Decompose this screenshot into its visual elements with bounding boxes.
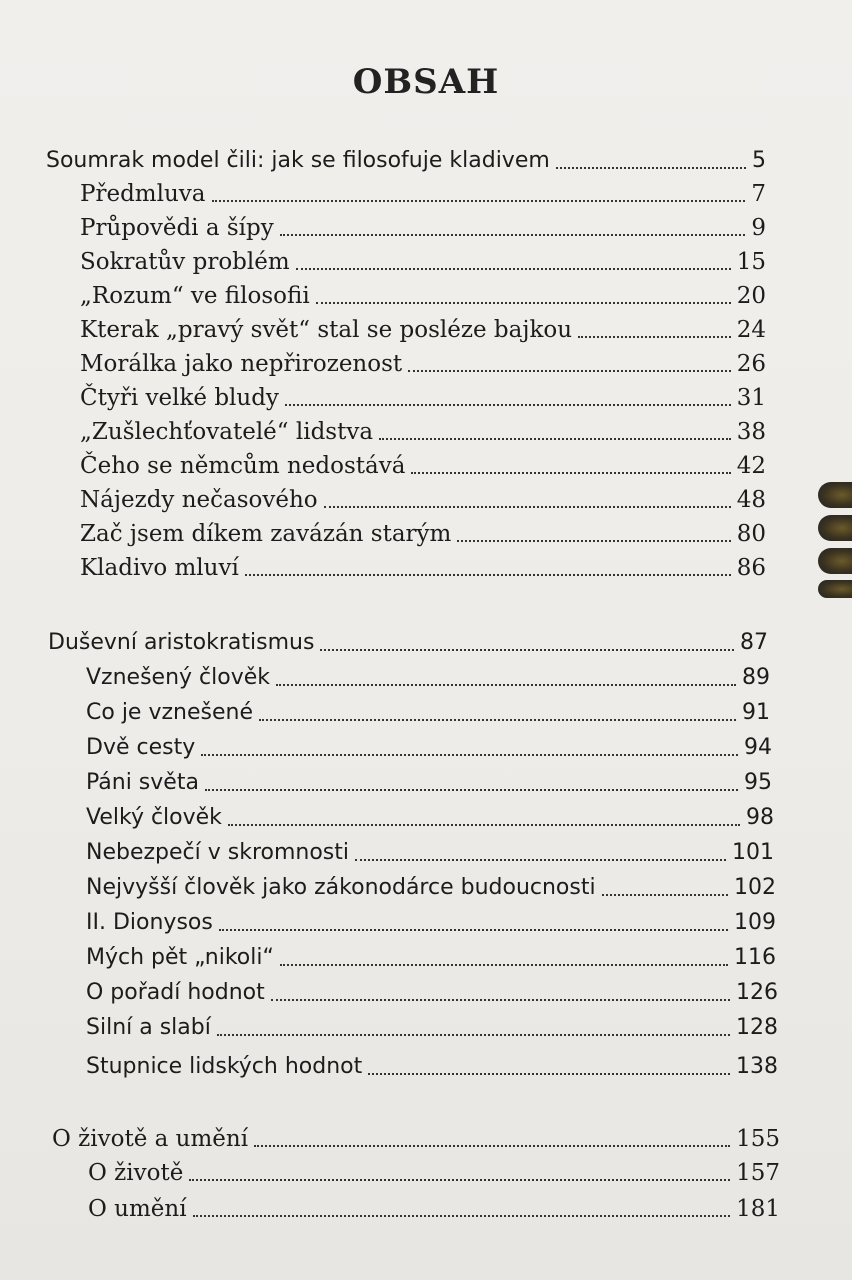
- toc-entry: [80, 275, 766, 309]
- leader-dots: [276, 684, 736, 686]
- leader-dots: [408, 370, 731, 372]
- toc-entry-title: Čtyři velké bludy: [80, 385, 279, 411]
- toc-entry-title: Mých pět „nikoli“: [86, 945, 274, 970]
- toc-page-number: 86: [736, 555, 766, 581]
- toc-entry: [80, 479, 766, 513]
- toc-entry: [80, 411, 766, 445]
- toc-page-number: 116: [734, 945, 776, 970]
- leader-dots: [368, 1073, 730, 1075]
- toc-entry-title: Vznešený člověk: [86, 665, 270, 690]
- leader-dots: [271, 999, 730, 1001]
- leader-dots: [324, 506, 731, 508]
- toc-entry-title: Kterak „pravý svět“ stal se posléze bajkou: [80, 317, 573, 343]
- toc-entry: [80, 445, 766, 479]
- toc-page-number: 15: [736, 249, 766, 275]
- toc-entry: [86, 692, 770, 726]
- toc-page-number: 5: [752, 148, 766, 173]
- leader-dots: [201, 754, 738, 756]
- toc-section: [46, 140, 766, 174]
- toc-entry-title: O životě: [88, 1160, 184, 1186]
- toc-entry-title: Velký člověk: [86, 805, 222, 830]
- leader-dots: [228, 824, 740, 826]
- toc-entry: [80, 513, 766, 547]
- leader-dots: [556, 167, 746, 169]
- leader-dots: [379, 438, 731, 440]
- toc-page-number: 128: [736, 1015, 778, 1040]
- leader-dots: [193, 1215, 731, 1217]
- toc-page-number: 31: [736, 385, 766, 411]
- toc-entry: [86, 867, 776, 901]
- leader-dots: [205, 789, 738, 791]
- toc-entry-title: Stupnice lidských hodnot: [86, 1054, 363, 1079]
- toc-entry-title: Páni světa: [86, 770, 199, 795]
- toc-entry: [86, 972, 778, 1006]
- page-title: OBSAH: [352, 62, 500, 102]
- toc-entry: [86, 1046, 778, 1080]
- leader-dots: [296, 268, 731, 270]
- binding-shadow: [818, 580, 852, 598]
- toc-entry-title: II. Dionysos: [86, 910, 213, 935]
- binding-shadow: [818, 482, 852, 508]
- toc-entry-title: Sokratův problém: [80, 249, 290, 275]
- leader-dots: [189, 1179, 730, 1181]
- toc-page-number: 94: [744, 735, 772, 760]
- toc-page-number: 87: [740, 630, 768, 655]
- toc-entry: [86, 832, 774, 866]
- toc-entry: [86, 937, 776, 971]
- leader-dots: [355, 859, 726, 861]
- leader-dots: [602, 894, 728, 896]
- leader-dots: [578, 336, 731, 338]
- toc-entry: [80, 377, 766, 411]
- toc-entry-title: Silní a slabí: [86, 1015, 211, 1040]
- leader-dots: [457, 540, 730, 542]
- toc-section-title: O životě a umění: [52, 1126, 249, 1152]
- toc-entry: [88, 1188, 780, 1222]
- toc-page-number: 101: [732, 840, 774, 865]
- toc-page-number: 155: [736, 1126, 780, 1152]
- leader-dots: [411, 472, 730, 474]
- toc-entry-title: Zač jsem díkem zavázán starým: [80, 521, 452, 547]
- toc-entry: [80, 173, 766, 207]
- toc-entry-title: „Zušlechťovatelé“ lidstva: [80, 419, 374, 445]
- leader-dots: [254, 1145, 730, 1147]
- toc-page-number: 7: [751, 181, 766, 207]
- toc-page-number: 48: [736, 487, 766, 513]
- toc-entry-title: Nájezdy nečasového: [80, 487, 318, 513]
- toc-page-number: 24: [736, 317, 766, 343]
- toc-entry: [88, 1152, 780, 1186]
- toc-entry-title: „Rozum“ ve filosofii: [80, 283, 310, 309]
- toc-entry: [80, 207, 766, 241]
- toc-entry: [86, 797, 774, 831]
- leader-dots: [219, 929, 728, 931]
- toc-entry-title: Dvě cesty: [86, 735, 196, 760]
- leader-dots: [259, 719, 736, 721]
- toc-section-title: Duševní aristokratismus: [48, 630, 315, 655]
- toc-entry-title: Co je vznešené: [86, 700, 253, 725]
- toc-section-title: Soumrak model čili: jak se filosofuje kladivem: [46, 148, 550, 173]
- toc-page-number: 98: [746, 805, 774, 830]
- leader-dots: [217, 1034, 730, 1036]
- toc-entry-title: Nejvyšší člověk jako zákonodárce budoucnosti: [86, 875, 596, 900]
- toc-page-number: 181: [736, 1196, 780, 1222]
- toc-entry-title: Předmluva: [80, 181, 206, 207]
- toc-page-number: 80: [736, 521, 766, 547]
- leader-dots: [316, 302, 731, 304]
- toc-page-number: 91: [742, 700, 770, 725]
- toc-entry: [80, 343, 766, 377]
- toc-entry-title: Průpovědi a šípy: [80, 215, 274, 241]
- leader-dots: [245, 574, 731, 576]
- toc-entry: [86, 762, 772, 796]
- toc-page-number: 126: [736, 980, 778, 1005]
- toc-page-number: 102: [734, 875, 776, 900]
- toc-entry-title: O umění: [88, 1196, 187, 1222]
- toc-entry-title: Čeho se němcům nedostává: [80, 453, 406, 479]
- toc-page-number: 95: [744, 770, 772, 795]
- toc-entry-title: O pořadí hodnot: [86, 980, 265, 1005]
- leader-dots: [285, 404, 731, 406]
- toc-entry: [86, 657, 770, 691]
- toc-page-number: 9: [751, 215, 766, 241]
- toc-page-number: 20: [736, 283, 766, 309]
- toc-page-number: 38: [736, 419, 766, 445]
- toc-page-number: 157: [736, 1160, 780, 1186]
- toc-section: [52, 1118, 780, 1152]
- leader-dots: [280, 964, 728, 966]
- toc-entry: [80, 309, 766, 343]
- binding-shadow: [818, 515, 852, 541]
- toc-entry: [86, 727, 772, 761]
- toc-entry-title: Morálka jako nepřirozenost: [80, 351, 403, 377]
- toc-entry: [86, 902, 776, 936]
- leader-dots: [212, 200, 746, 202]
- toc-page-number: 89: [742, 665, 770, 690]
- toc-page-number: 42: [736, 453, 766, 479]
- toc-entry-title: Nebezpečí v skromnosti: [86, 840, 350, 865]
- toc-page-number: 109: [734, 910, 776, 935]
- toc-section: [48, 622, 768, 656]
- toc-entry: [80, 241, 766, 275]
- binding-shadow: [818, 548, 852, 574]
- toc-page-number: 26: [736, 351, 766, 377]
- leader-dots: [320, 649, 734, 651]
- toc-entry: [86, 1007, 778, 1041]
- toc-entry: [80, 547, 766, 581]
- toc-page-number: 138: [736, 1054, 778, 1079]
- leader-dots: [280, 234, 746, 236]
- toc-entry-title: Kladivo mluví: [80, 555, 239, 581]
